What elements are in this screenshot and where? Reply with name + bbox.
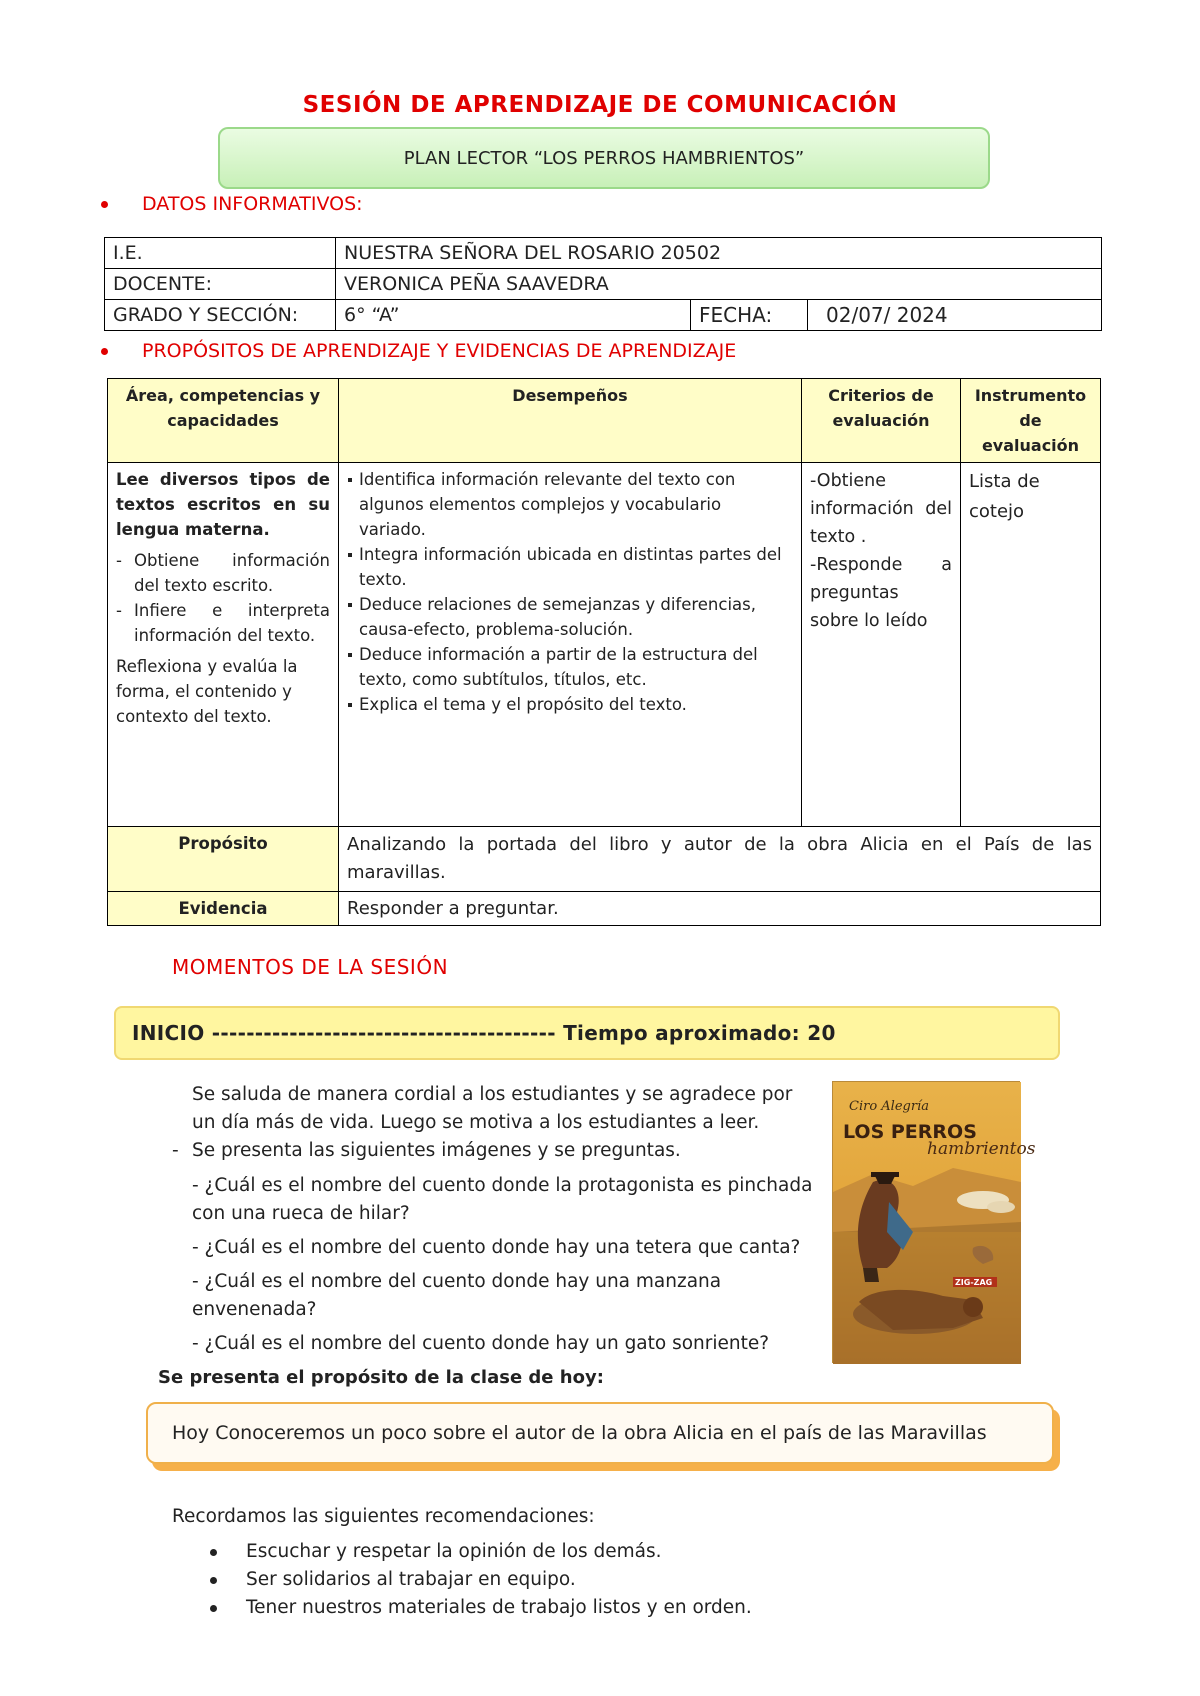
cover-author: Ciro Alegría bbox=[849, 1099, 929, 1114]
section-momentos: MOMENTOS DE LA SESIÓN bbox=[172, 955, 449, 979]
presenta-text: Se presenta las siguientes imágenes y se preguntas. bbox=[192, 1140, 681, 1161]
list-item: Explica el tema y el propósito del texto. bbox=[347, 692, 793, 717]
list-item: Ser solidarios al trabajar en equipo. bbox=[196, 1566, 896, 1594]
bullet-icon bbox=[101, 348, 108, 355]
list-item: - ¿Cuál es el nombre del cuento donde hay una tetera que canta? bbox=[192, 1237, 801, 1258]
evidencia-row bbox=[108, 892, 1101, 926]
docente-value: VERONICA PEÑA SAAVEDRA bbox=[336, 269, 1102, 300]
book-cover-image bbox=[832, 1081, 1036, 1363]
table-header-row bbox=[108, 379, 1101, 463]
info-row-grado bbox=[105, 300, 1102, 331]
inicio-label: INICIO ---------------------------------------- Tiempo aproximado: 20 bbox=[132, 1021, 836, 1045]
list-item: Escuchar y respetar la opinión de los demás. bbox=[196, 1538, 896, 1566]
info-row-ie bbox=[105, 238, 1102, 269]
evidencia-value: Responder a preguntar. bbox=[339, 892, 1101, 926]
fecha-value: 02/07/ 2024 bbox=[808, 300, 1102, 331]
list-item: Integra información ubicada en distintas partes del texto. bbox=[347, 542, 793, 592]
cover-publisher: ZIG-ZAG bbox=[955, 1278, 993, 1287]
plan-lector-title: PLAN LECTOR “LOS PERROS HAMBRIENTOS” bbox=[403, 147, 805, 169]
section-propositos bbox=[101, 340, 736, 362]
ie-label: I.E. bbox=[105, 238, 336, 269]
recomendaciones-intro: Recordamos las siguientes recomendaciones: bbox=[172, 1506, 595, 1527]
list-item: - ¿Cuál es el nombre del cuento donde hay un gato sonriente? bbox=[192, 1333, 770, 1354]
info-row-docente bbox=[105, 269, 1102, 300]
proposito-clase-label: Se presenta el propósito de la clase de hoy: bbox=[158, 1367, 604, 1388]
evidencia-label: Evidencia bbox=[108, 892, 339, 926]
section-datos-label: DATOS INFORMATIVOS: bbox=[142, 193, 363, 215]
section-propositos-label: PROPÓSITOS DE APRENDIZAJE Y EVIDENCIAS DE APRENDIZAJE bbox=[142, 340, 737, 362]
propositos-table bbox=[107, 378, 1101, 926]
header-criterios: Criterios de evaluación bbox=[802, 379, 961, 463]
desempenos-cell bbox=[339, 463, 802, 827]
fecha-label: FECHA: bbox=[691, 300, 808, 331]
cover-title-script: hambrientos bbox=[927, 1139, 1036, 1159]
list-item: - ¿Cuál es el nombre del cuento donde hay una manzana envenenada? bbox=[192, 1271, 722, 1320]
competencia-text: Lee diversos tipos de textos escritos en su lengua materna. bbox=[116, 470, 330, 539]
criterios-cell bbox=[802, 463, 961, 827]
desempenos-list bbox=[347, 467, 793, 717]
inicio-presenta bbox=[172, 1137, 812, 1165]
grado-value: 6° “A” bbox=[336, 300, 691, 331]
section-datos bbox=[101, 193, 363, 215]
bullet-icon bbox=[101, 201, 108, 208]
proposito-label: Propósito bbox=[108, 827, 339, 892]
list-item: - Obtiene información del texto escrito. bbox=[116, 548, 330, 598]
header-area: Área, competencias y capacidades bbox=[108, 379, 339, 463]
inicio-intro: Se saluda de manera cordial a los estudiantes y se agradece por un día más de vida. Luego se motiva a los estudiantes a leer. bbox=[192, 1084, 793, 1133]
proposito-row bbox=[108, 827, 1101, 892]
docente-label: DOCENTE: bbox=[105, 269, 336, 300]
list-item: Identifica información relevante del texto con algunos elementos complejos y vocabulario variado. bbox=[347, 467, 793, 542]
book-cover-illustration bbox=[833, 1082, 1036, 1364]
plan-lector-banner bbox=[218, 127, 990, 189]
cover-title-main: LOS PERROS bbox=[843, 1121, 977, 1143]
list-item: Deduce información a partir de la estructura del texto, como subtítulos, títulos, etc. bbox=[347, 642, 793, 692]
list-item: - Infiere e interpreta información del texto. bbox=[116, 598, 330, 648]
table-content-row bbox=[108, 463, 1101, 827]
ie-value: NUESTRA SEÑORA DEL ROSARIO 20502 bbox=[336, 238, 1102, 269]
proposito-clase-text: Hoy Conoceremos un poco sobre el autor de la obra Alicia en el país de las Maravillas bbox=[172, 1422, 987, 1444]
preguntas-list bbox=[192, 1172, 822, 1358]
dash-marker: - bbox=[172, 1140, 179, 1161]
reflexiona-text: Reflexiona y evalúa la forma, el contenido y contexto del texto. bbox=[116, 657, 298, 726]
list-item: Deduce relaciones de semejanzas y diferencias, causa-efecto, problema-solución. bbox=[347, 592, 793, 642]
list-item: - ¿Cuál es el nombre del cuento donde la protagonista es pinchada con una rueca de hilar? bbox=[192, 1175, 813, 1224]
capacidades-list bbox=[116, 548, 330, 648]
header-desempenos: Desempeños bbox=[339, 379, 802, 463]
proposito-value: Analizando la portada del libro y autor de la obra Alicia en el País de las maravillas. bbox=[339, 827, 1101, 892]
grado-label: GRADO Y SECCIÓN: bbox=[105, 300, 336, 331]
criterio-2: -Responde a preguntas sobre lo leído bbox=[810, 555, 952, 631]
recomendaciones-list bbox=[196, 1538, 896, 1622]
proposito-clase-box bbox=[146, 1402, 1054, 1464]
inicio-bar bbox=[114, 1006, 1060, 1060]
info-table bbox=[104, 237, 1102, 331]
criterio-1: -Obtiene información del texto . bbox=[810, 471, 952, 547]
instrumento-text: Lista de cotejo bbox=[969, 471, 1040, 522]
area-cell bbox=[108, 463, 339, 827]
list-item: Tener nuestros materiales de trabajo listos y en orden. bbox=[196, 1594, 896, 1622]
page-title: SESIÓN DE APRENDIZAJE DE COMUNICACIÓN bbox=[302, 92, 898, 118]
instrumento-cell bbox=[961, 463, 1101, 827]
header-instrumento: Instrumento de evaluación bbox=[961, 379, 1101, 463]
